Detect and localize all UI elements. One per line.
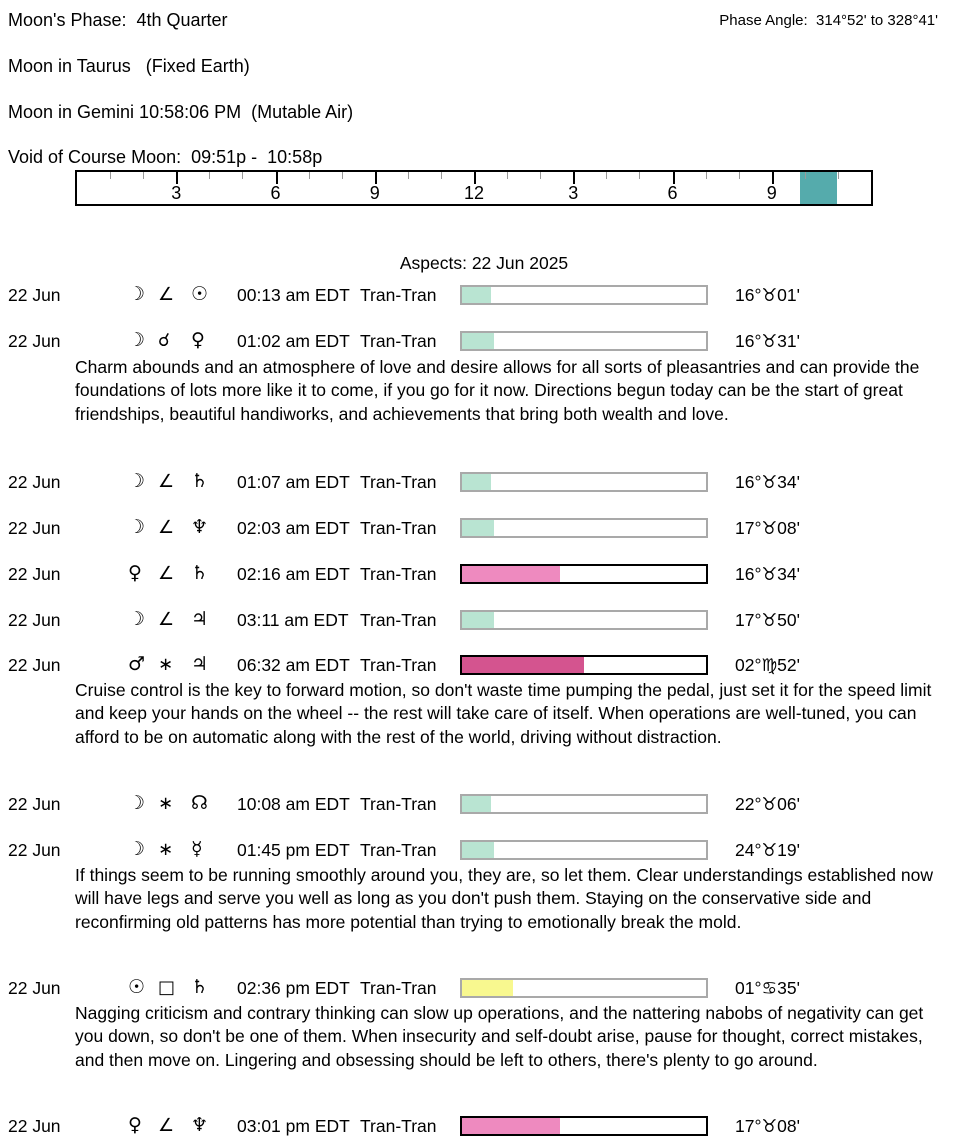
timeline-tick <box>143 172 144 179</box>
mars-icon: ♂ <box>128 653 146 675</box>
aspect-orb-bar <box>460 331 708 351</box>
semi-square-icon: ∠ <box>158 563 175 584</box>
aspect-degree: 17°♉08' <box>735 518 800 538</box>
aspect-date: 22 Jun <box>8 285 61 305</box>
semi-square-icon: ∠ <box>158 284 175 305</box>
timeline-tick <box>441 172 442 179</box>
aspect-orb-fill <box>462 796 491 812</box>
mercury-icon: ☿ <box>191 838 203 860</box>
timeline-tick <box>408 172 409 179</box>
moon-icon: ☽ <box>128 838 146 860</box>
timeline-tick <box>838 172 839 179</box>
aspect-time: 01:02 am EDT <box>237 331 350 351</box>
aspect-row <box>0 840 968 861</box>
aspect-time: 10:08 am EDT <box>237 794 350 814</box>
aspect-time: 03:11 am EDT <box>237 610 349 630</box>
aspect-type: Tran-Tran <box>360 1116 437 1136</box>
aspect-time: 03:01 pm EDT <box>237 1116 350 1136</box>
timeline-tick <box>507 172 508 179</box>
saturn-icon: ♄ <box>191 562 209 584</box>
aspect-row <box>0 655 968 676</box>
aspect-date: 22 Jun <box>8 331 61 351</box>
jupiter-icon: ♃ <box>191 653 209 675</box>
aspect-date: 22 Jun <box>8 518 61 538</box>
aspect-orb-fill <box>462 333 494 349</box>
aspect-degree: 01°♋35' <box>735 978 800 998</box>
timeline-tick <box>342 172 343 179</box>
sextile-icon: ∗ <box>158 654 174 675</box>
aspect-orb-fill <box>462 980 513 996</box>
aspect-time: 02:36 pm EDT <box>237 978 350 998</box>
aspect-time: 01:07 am EDT <box>237 472 350 492</box>
timeline-tick <box>110 172 111 179</box>
saturn-icon: ♄ <box>191 470 209 492</box>
aspect-time: 02:16 am EDT <box>237 564 350 584</box>
conjunction-icon: ☌ <box>158 330 171 351</box>
aspect-degree: 16°♉01' <box>735 285 800 305</box>
aspect-row <box>0 285 968 306</box>
aspect-orb-fill <box>462 287 491 303</box>
moon-icon: ☽ <box>128 608 146 630</box>
square-icon: □ <box>158 977 176 998</box>
aspect-orb-bar <box>460 655 708 675</box>
timeline-hour-label: 3 <box>171 183 182 203</box>
aspect-row <box>0 610 968 631</box>
phase-angle-label: Phase Angle: 314°52' to 328°41' <box>719 12 938 29</box>
timeline-hour-label: 6 <box>667 183 678 203</box>
moon-icon: ☽ <box>128 792 146 814</box>
sun-icon: ☉ <box>128 976 146 998</box>
aspect-date: 22 Jun <box>8 794 61 814</box>
aspect-description: Cruise control is the key to forward motion, so don't waste time pumping the pedal, just set it for the speed limit and keep your hands on the wheel -- the rest will take care of itself. When operations are well-tuned, you can afford to be on automatic along with the rest of the world, driving without distraction. <box>75 680 932 747</box>
semi-square-icon: ∠ <box>158 471 175 492</box>
moon-icon: ☽ <box>128 470 146 492</box>
aspect-type: Tran-Tran <box>360 564 437 584</box>
aspects-title: Aspects: 22 Jun 2025 <box>399 253 569 273</box>
aspect-description: If things seem to be running smoothly around you, they are, so let them. Clear understandings established now will have legs and serve you well as long as you don't push them. Staying on the conservative side and reconfirming old patterns has more potential than trying to emotionally break the mold. <box>75 865 933 932</box>
aspect-orb-fill <box>462 612 494 628</box>
aspect-row <box>0 1116 968 1137</box>
aspect-type: Tran-Tran <box>360 610 437 630</box>
moon-sign-line-2: Moon in Gemini 10:58:06 PM (Mutable Air) <box>8 102 354 122</box>
venus-icon: ♀ <box>191 329 205 351</box>
timeline-hour-label: 6 <box>270 183 281 203</box>
aspect-degree: 02°♍52' <box>735 655 800 675</box>
aspect-date: 22 Jun <box>8 655 61 675</box>
aspect-type: Tran-Tran <box>360 472 437 492</box>
aspect-date: 22 Jun <box>8 840 61 860</box>
aspect-degree: 16°♉34' <box>735 472 800 492</box>
timeline-tick <box>739 172 740 179</box>
aspect-date: 22 Jun <box>8 1116 61 1136</box>
aspect-orb-fill <box>462 657 584 673</box>
void-of-course-label: Void of Course Moon: 09:51p - 10:58p <box>8 147 323 167</box>
aspect-date: 22 Jun <box>8 564 61 584</box>
timeline-hour-label: 3 <box>568 183 579 203</box>
aspect-orb-fill <box>462 842 494 858</box>
aspect-type: Tran-Tran <box>360 331 437 351</box>
timeline-tick <box>242 172 243 179</box>
timeline-tick <box>706 172 707 179</box>
sextile-icon: ∗ <box>158 839 174 860</box>
timeline-tick <box>209 172 210 179</box>
aspect-type: Tran-Tran <box>360 655 437 675</box>
aspect-time: 02:03 am EDT <box>237 518 350 538</box>
timeline-tick <box>639 172 640 179</box>
saturn-icon: ♄ <box>191 976 209 998</box>
timeline-tick <box>805 172 806 179</box>
sun-icon: ☉ <box>191 283 209 305</box>
aspect-orb-fill <box>462 520 494 536</box>
aspect-type: Tran-Tran <box>360 840 437 860</box>
venus-icon: ♀ <box>128 1114 142 1136</box>
moon-icon: ☽ <box>128 283 146 305</box>
aspect-time: 06:32 am EDT <box>237 655 350 675</box>
aspect-type: Tran-Tran <box>360 518 437 538</box>
aspect-row <box>0 472 968 493</box>
aspect-degree: 17°♉08' <box>735 1116 800 1136</box>
timeline-tick <box>309 172 310 179</box>
aspect-orb-bar <box>460 978 708 998</box>
neptune-icon: ♆ <box>191 516 209 538</box>
aspect-type: Tran-Tran <box>360 978 437 998</box>
north-node-icon: ☊ <box>191 792 208 814</box>
aspect-orb-fill <box>462 1118 560 1134</box>
venus-icon: ♀ <box>128 562 142 584</box>
aspect-type: Tran-Tran <box>360 794 437 814</box>
aspect-orb-bar <box>460 794 708 814</box>
sextile-icon: ∗ <box>158 793 174 814</box>
moon-sign-line-1: Moon in Taurus (Fixed Earth) <box>8 56 250 76</box>
neptune-icon: ♆ <box>191 1114 209 1136</box>
timeline-hour-label: 9 <box>369 183 380 203</box>
aspect-row <box>0 978 968 999</box>
aspect-date: 22 Jun <box>8 978 61 998</box>
aspect-orb-bar <box>460 1116 708 1136</box>
aspect-orb-bar <box>460 518 708 538</box>
aspect-row <box>0 564 968 585</box>
aspect-orb-fill <box>462 474 491 490</box>
aspect-type: Tran-Tran <box>360 285 437 305</box>
aspect-date: 22 Jun <box>8 472 61 492</box>
aspect-row <box>0 518 968 539</box>
timeline-hour-label: 9 <box>766 183 777 203</box>
aspect-orb-bar <box>460 610 708 630</box>
semi-square-icon: ∠ <box>158 1115 175 1136</box>
moon-icon: ☽ <box>128 516 146 538</box>
aspect-row <box>0 331 968 352</box>
moons-phase-label: Moon's Phase: 4th Quarter <box>8 10 228 30</box>
aspect-degree: 16°♉34' <box>735 564 800 584</box>
aspect-time: 00:13 am EDT <box>237 285 350 305</box>
aspect-orb-bar <box>460 472 708 492</box>
aspect-orb-bar <box>460 564 708 584</box>
aspect-degree: 22°♉06' <box>735 794 800 814</box>
semi-square-icon: ∠ <box>158 517 175 538</box>
aspect-degree: 16°♉31' <box>735 331 800 351</box>
semi-square-icon: ∠ <box>158 609 175 630</box>
aspect-description: Nagging criticism and contrary thinking can slow up operations, and the nattering nabobs of negativity can get you down, so don't be one of them. When insecurity and self-doubt arise, pause for thought, correct mistakes, and then move on. Lingering and obsessing should be left to others, there's plenty to go around. <box>75 1003 924 1070</box>
aspect-degree: 24°♉19' <box>735 840 800 860</box>
timeline-tick <box>540 172 541 179</box>
aspect-row <box>0 794 968 815</box>
timeline-hour-label: 12 <box>463 183 485 203</box>
aspect-time: 01:45 pm EDT <box>237 840 350 860</box>
aspect-orb-fill <box>462 566 560 582</box>
aspect-description: Charm abounds and an atmosphere of love and desire allows for all sorts of pleasantries and can provide the foundations of lots more like it to come, if you go for it now. Directions begun today can be the start of great friendships, beautiful handiworks, and achievements that bring both wealth and love. <box>75 357 920 424</box>
aspect-date: 22 Jun <box>8 610 61 630</box>
jupiter-icon: ♃ <box>191 608 209 630</box>
aspect-orb-bar <box>460 840 708 860</box>
timeline-tick <box>606 172 607 179</box>
void-of-course-timeline <box>75 170 873 206</box>
aspect-orb-bar <box>460 285 708 305</box>
aspect-degree: 17°♉50' <box>735 610 800 630</box>
moon-icon: ☽ <box>128 329 146 351</box>
